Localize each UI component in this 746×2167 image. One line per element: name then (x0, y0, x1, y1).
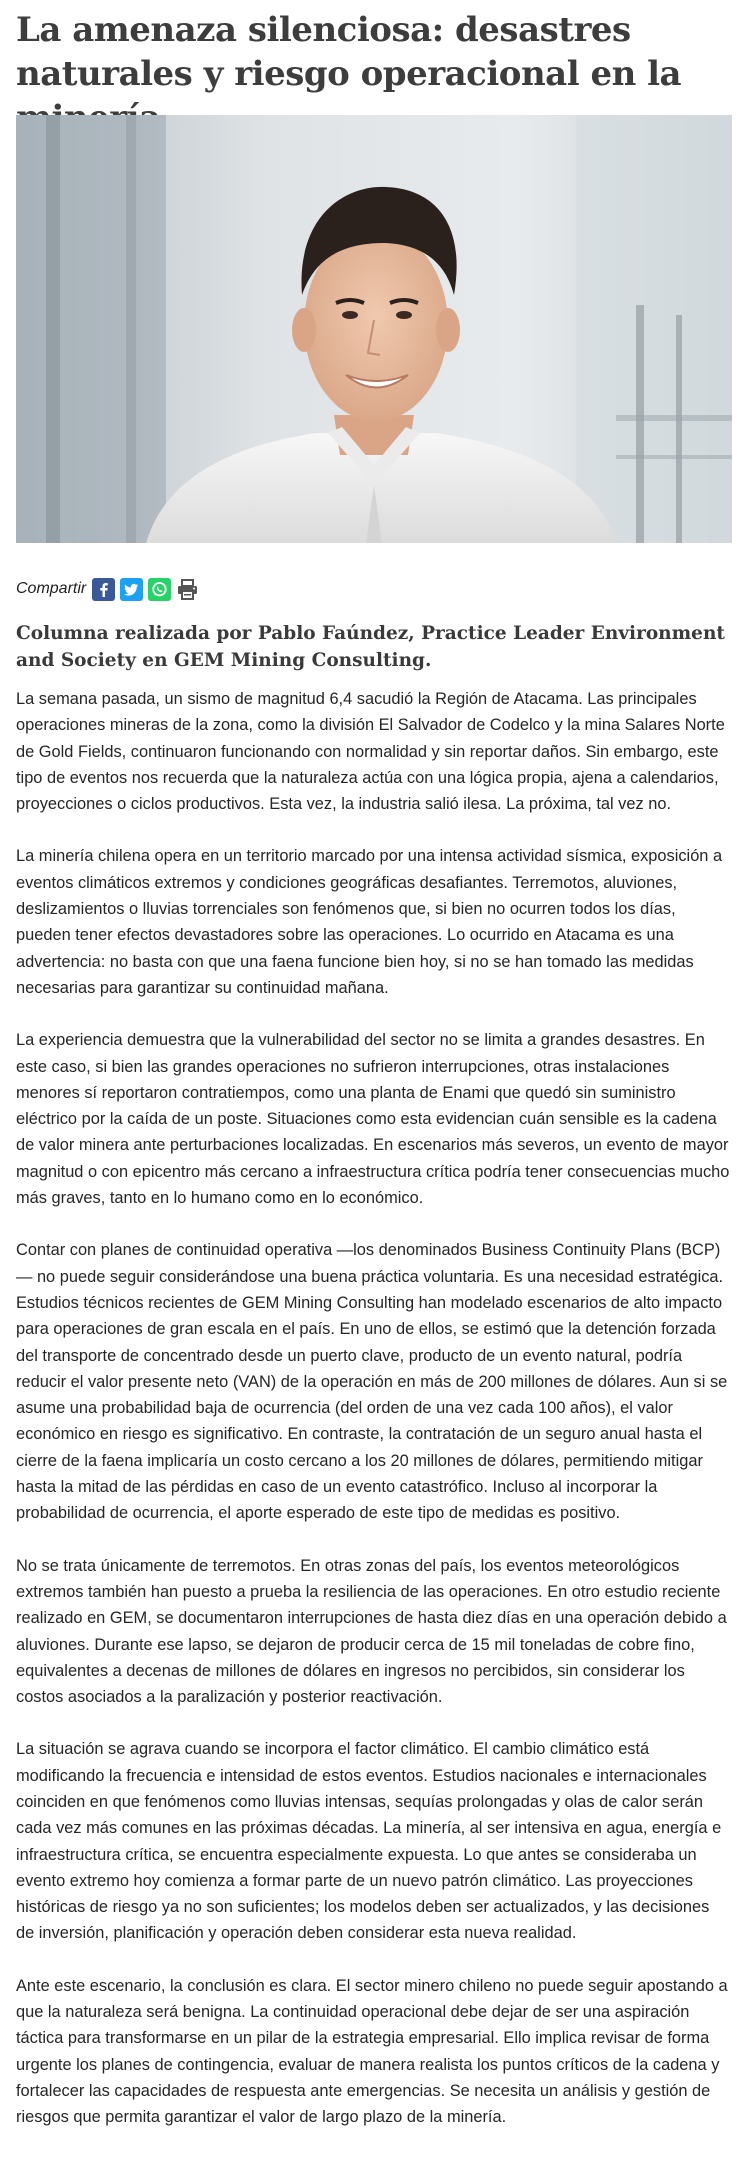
twitter-icon (120, 578, 143, 601)
facebook-share-button[interactable] (92, 578, 115, 601)
printer-icon (176, 578, 199, 601)
paragraph: Ante este escenario, la conclusión es clara. El sector minero chileno no puede seguir apostando a que la naturaleza será benigna. La continuidad operacional debe dejar de ser una aspiración táctica para transformarse en un pilar de la estrategia empresarial. Ello implica revisar de forma urgente los planes de contingencia, evaluar de manera realista los puntos críticos de la cadena y fortalecer las capacidades de respuesta ante emergencias. Se necesita un análisis y gestión de riesgos que permita garantizar el valor de largo plazo de la minería. (16, 1976, 728, 2127)
article-title: La amenaza silenciosa: desastres naturales y riesgo operacional en la (16, 10, 682, 94)
person-portrait-photo (16, 115, 732, 543)
article-lead: Columna realizada por Pablo Faúndez, Practice Leader Environment and Society en GEM Mining Consulting. (16, 623, 725, 671)
hero-image (16, 115, 732, 543)
twitter-share-button[interactable] (120, 578, 143, 601)
share-label: Compartir (16, 580, 87, 597)
print-button[interactable] (176, 578, 199, 601)
facebook-icon (92, 578, 115, 601)
paragraph: Contar con planes de continuidad operativa —los denominados Business Continuity Plans (BCP)— no puede seguir considerándose una buena práctica voluntaria. Es una necesidad estratégica. Estudios técnicos recientes de GEM Mining Consulting han modelado escenarios de alto impacto para operaciones de gran escala en el país. En uno de ellos, se estimó que la detención forzada del transporte de concentrado desde un puerto clave, producto de un evento natural, podría reducir el valor presente neto (VAN) de la operación en más de 200 millones de dólares. Aun si se asume una probabilidad baja de ocurrencia (del orden de una vez cada 100 años), el valor económico en riesgo es significativo. En contraste, la contratación de un seguro anual hasta el cierre de la faena implicaría un costo cercano a los 20 millones de dólares, permitiendo mitigar hasta la mitad de las pérdidas en caso de un evento catastrófico. Incluso al incorporar la probabilidad de ocurrencia, el aporte esperado de este tipo de medidas es positivo. (16, 1241, 728, 1523)
paragraph: La experiencia demuestra que la vulnerabilidad del sector no se limita a grandes desastres. En este caso, si bien las grandes operaciones no sufrieron interrupciones, otras instalaciones menores sí reportaron contratiempos, como una planta de Enami que quedó sin suministro eléctrico por la caída de un poste. Situaciones como esta evidencian cuán sensible es la cadena de valor minera ante perturbaciones localizadas. En escenarios más severos, un evento de mayor magnitud o con epicentro más cercano a infraestructura crítica podría tener consecuencias mucho más graves, tanto en lo humano como en lo económico. (16, 1031, 730, 1208)
share-bar (16, 574, 204, 604)
paragraph: La semana pasada, un sismo de magnitud 6,4 sacudió la Región de Atacama. Las principales operaciones mineras de la zona, como la división El Salvador de Codelco y la mina Salares Norte de Gold Fields, continuaron funcionando con normalidad y sin reportar daños. Sin embargo, este tipo de eventos nos recuerda que la naturaleza actúa con una lógica propia, ajena a calendarios, proyecciones o ciclos productivos. Esta vez, la industria salió ilesa. La próxima, tal vez no. (16, 690, 725, 814)
paragraph: La minería chilena opera en un territorio marcado por una intensa actividad sísmica, exposición a eventos climáticos extremos y condiciones geográficas desafiantes. Terremotos, aluviones, deslizamientos o lluvias torrenciales son fenómenos que, si bien no ocurren todos los días, pueden tener efectos devastadores sobre las operaciones. Lo ocurrido en Atacama es una advertencia: no basta con que una faena funcione bien hoy, si no se han tomado las medidas necesarias para garantizar su continuidad mañana. (16, 847, 723, 997)
whatsapp-share-button[interactable] (148, 578, 171, 601)
whatsapp-icon (148, 578, 171, 601)
paragraph: La situación se agrava cuando se incorpora el factor climático. El cambio climático está modificando la frecuencia e intensidad de estos eventos. Estudios nacionales e internacionales coinciden en que fenómenos como lluvias intensas, sequías prolongadas y olas de calor serán cada vez más comunes en las próximas décadas. La minería, al ser intensiva en agua, energía e infraestructura crítica, se encuentra especialmente expuesta. Lo que antes se consideraba un evento extremo hoy comienza a formar parte de un nuevo patrón climático. Las proyecciones históricas de riesgo ya no son suficientes; los modelos deben ser actualizados, y las decisiones de inversión, planificación y operación deben considerar esta nueva realidad. (16, 1740, 722, 1943)
article-body (16, 686, 732, 2157)
article (16, 0, 732, 2127)
paragraph: No se trata únicamente de terremotos. En otras zonas del país, los eventos meteorológicos extremos también han puesto a prueba la resiliencia de las operaciones. En otro estudio reciente realizado en GEM, se documentaron interrupciones de hasta diez días en una operación debido a aluviones. Durante ese lapso, se dejaron de producir cerca de 15 mil toneladas de cobre fino, equivalentes a decenas de millones de dólares en ingresos no percibidos, sin considerar los costos asociados a la paralización y posterior reactivación. (16, 1556, 727, 1707)
